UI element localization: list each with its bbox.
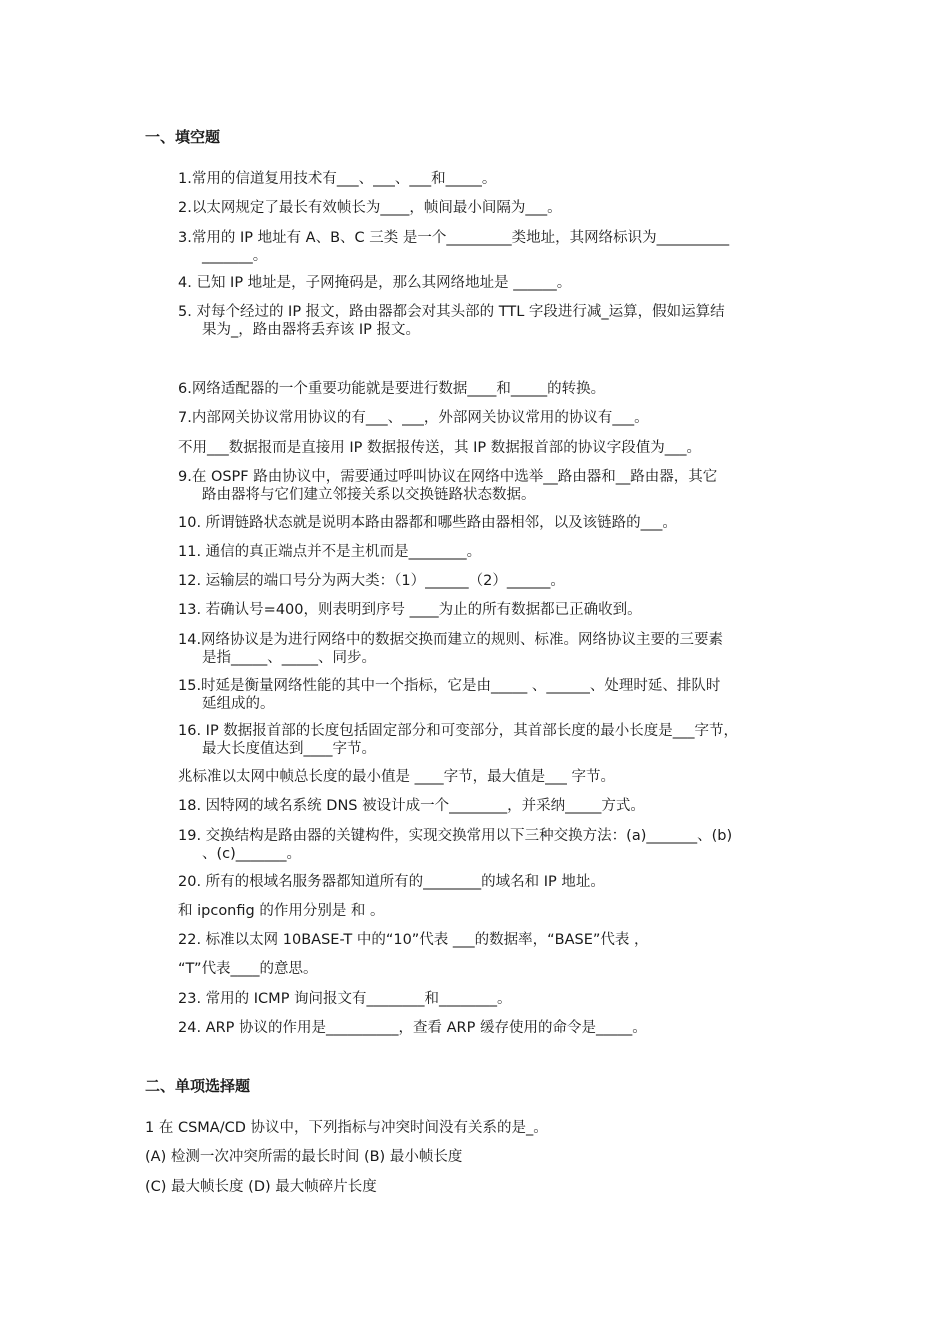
section-single-choice-title: 二、单项选择题 [145,1077,251,1095]
question-17 [178,768,615,786]
question-13-text: 13. 若确认号=400，则表明到序号 ____为止的所有数据都已正确收到。 [178,602,642,618]
question-22-text: 22. 标准以太网 10BASE-T 中的“10”代表 ___的数据率，“BASE”代表 ， [178,932,649,948]
question-15 [178,677,720,713]
question-9 [178,468,717,504]
question-23 [178,990,512,1008]
choice-options-a-b: (A) 检测一次冲突所需的最长时间 (B) 最小帧长度 [145,1149,463,1165]
question-18-text: 18. 因特网的域名系统 DNS 被设计成一个________，并采纳_____方式。 [178,798,645,814]
question-9-continuation: 路由器将与它们建立邻接关系以交换链路状态数据。 [202,487,536,503]
question-19-text: 19. 交换结构是路由器的关键构件，实现交换常用以下三种交换方法：(a)_______、(b) [178,828,733,844]
question-19 [178,827,732,863]
choice-question-1: 1 在 CSMA/CD 协议中，下列指标与冲突时间没有关系的是_。 [145,1120,548,1136]
question-23-text: 23. 常用的 ICMP 询问报文有________和________。 [178,991,512,1007]
question-20 [178,873,605,891]
question-13 [178,601,642,619]
question-24 [178,1019,647,1037]
question-7 [178,409,649,427]
question-18 [178,797,645,815]
question-16 [178,722,738,758]
question-14 [178,631,723,667]
question-10 [178,514,677,532]
question-10-text: 10. 所谓链路状态就是说明本路由器都和哪些路由器相邻，以及该链路的___。 [178,515,677,531]
question-8 [178,439,701,457]
question-4 [178,274,571,292]
question-8-text: 不用___数据报而是直接用 IP 数据报传送，其 IP 数据报首部的协议字段值为___。 [178,440,701,456]
question-12 [178,572,565,590]
question-14-continuation: 是指_____、_____、同步。 [202,650,376,666]
question-22 [178,931,649,949]
question-5-continuation: 果为_，路由器将丢弃该 IP 报文。 [202,322,420,338]
question-14-text: 14.网络协议是为进行网络中的数据交换而建立的规则、标准。网络协议主要的三要素 [178,632,724,648]
question-11-text: 11. 通信的真正端点并不是主机而是________。 [178,544,482,560]
question-17-text: 兆标准以太网中帧总长度的最小值是 ____字节，最大值是___ 字节。 [178,769,615,785]
section-fill-in-title: 一、填空题 [145,128,221,146]
question-5-text: 5. 对每个经过的 IP 报文，路由器都会对其头部的 TTL 字段进行减_运算，假如运算结 [178,304,725,320]
question-2 [178,199,562,217]
question-9-text: 9.在 OSPF 路由协议中，需要通过呼叫协议在网络中选举__路由器和__路由器，其它 [178,469,718,485]
question-12-text: 12. 运输层的端口号分为两大类：（1）______（2）______。 [178,573,565,589]
question-19-continuation: 、(c)_______。 [202,846,302,862]
question-3 [178,229,729,265]
question-6 [178,380,605,398]
question-2-text: 2.以太网规定了最长有效帧长为____，帧间最小间隔为___。 [178,200,562,216]
question-4-text: 4. 已知 IP 地址是，子网掩码是，那么其网络地址是 ______。 [178,275,572,291]
question-3-continuation: _______。 [202,248,268,264]
question-1-text: 1.常用的信道复用技术有___、___、___和_____。 [178,171,497,187]
question-6-text: 6.网络适配器的一个重要功能就是要进行数据____和_____的转换。 [178,381,606,397]
question-15-text: 15.时延是衡量网络性能的其中一个指标，它是由_____ 、______、处理时延、排队时 [178,678,721,694]
question-16-text: 16. IP 数据报首部的长度包括固定部分和可变部分，其首部长度的最小长度是___字节， [178,723,739,739]
question-3-text: 3.常用的 IP 地址有 A、B、C 三类 是一个_________类地址，其网络标识为__________ [178,230,730,246]
question-24-text: 24. ARP 协议的作用是__________，查看 ARP 缓存使用的命令是_____。 [178,1020,647,1036]
question-22-continued [178,960,318,978]
question-11 [178,543,481,561]
question-5 [178,303,725,339]
question-16-continuation: 最大长度值达到____字节。 [202,741,376,757]
choice-options-c-d: (C) 最大帧长度 (D) 最大帧碎片长度 [145,1179,377,1195]
question-1 [178,170,496,188]
question-21 [178,902,385,920]
question-15-continuation: 延组成的。 [202,696,275,712]
question-22-continued-text: “T”代表____的意思。 [178,961,318,977]
question-20-text: 20. 所有的根域名服务器都知道所有的________的域名和 IP 地址。 [178,874,605,890]
question-21-text: 和 ipconfig 的作用分别是 和 。 [178,903,385,919]
question-7-text: 7.内部网关协议常用协议的有___、___，外部网关协议常用的协议有___。 [178,410,649,426]
